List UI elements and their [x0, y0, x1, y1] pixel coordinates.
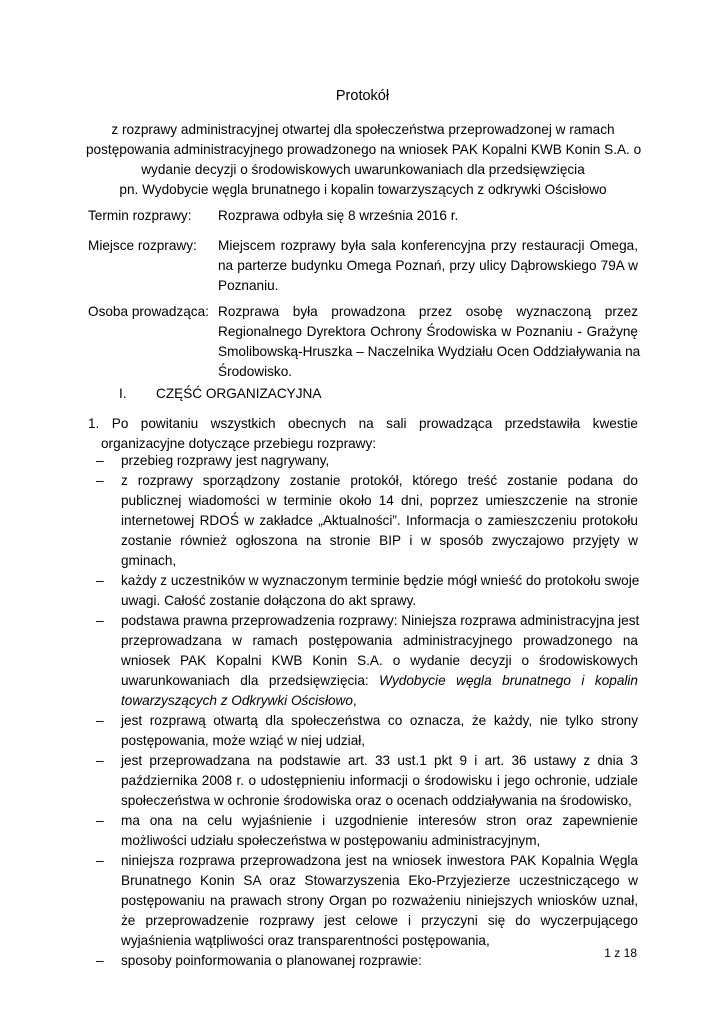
bullet-line: jest rozprawą otwartą dla społeczeństwa co oznacza, że każdy, nie tylko strony [121, 713, 638, 728]
bullet-line: każdy z uczestników w wyznaczonym terminie będzie mógł wnieść do protokołu swoje [121, 573, 640, 588]
miejsce-value [218, 236, 638, 296]
list-item [96, 851, 638, 951]
bullet-dash: – [96, 713, 104, 728]
bullet-line: gminach, [121, 553, 177, 568]
italic-project-name: towarzyszących z Odkrywki Ościsłowo [121, 693, 353, 708]
osoba-line: Regionalnego Dyrektora Ochrony Środowiska w Poznaniu - Grażynę [218, 324, 638, 339]
list-item [96, 811, 638, 851]
page-number: 1 z 18 [604, 946, 637, 960]
bullet-list [96, 451, 638, 971]
bullet-line: października 2008 r. o udostępnieniu informacji o środowisku i jego ochronie, udziale [121, 773, 638, 788]
bullet-line: postępowania, może wziąć w niej udział, [121, 733, 366, 748]
bullet-line: postępowaniu na prawach strony Organ po rozważeniu niniejszych wniosków uznał, [121, 893, 638, 908]
bullet-dash: – [96, 613, 104, 628]
section-title: CZĘŚĆ ORGANIZACYJNA [156, 386, 322, 401]
bullet-dash: – [96, 753, 104, 768]
bullet-dash: – [96, 573, 104, 588]
bullet-line: przeprowadzana w ramach postępowania administracyjnego prowadzonego na [121, 633, 638, 648]
list-item [96, 711, 638, 751]
bullet-line: możliwości udziału społeczeństwa w postępowaniu administracyjnym, [121, 833, 541, 848]
subtitle-line: wydanie decyzji o środowiskowych uwarunkowaniach dla przedsięwzięcia [141, 162, 585, 177]
bullet-line: internetowej RDOŚ w zakładce „Aktualności”. Informacja o zamieszczeniu protokołu [121, 513, 638, 528]
section-number: I. [119, 386, 127, 401]
document-title: Protokół [335, 88, 390, 104]
bullet-line: towarzyszących z Odkrywki Ościsłowo, [121, 693, 357, 708]
miejsce-line: Miejscem rozprawy była sala konferencyjna przy restauracji Omega, [218, 238, 638, 253]
bullet-line: że przeprowadzenie rozprawy jest celowe i przyczyni się do wyczerpującego [121, 913, 638, 928]
bullet-line: wyjaśnienia wątpliwości oraz transparentności postępowania, [121, 933, 490, 948]
bullet-line: uwarunkowaniach dla przedsięwzięcia: Wydobycie węgla brunatnego i kopalin [121, 673, 638, 688]
osoba-line: Rozprawa była prowadzona przez osobę wyznaczoną przez [218, 304, 638, 319]
bullet-line: jest przeprowadzana na podstawie art. 33 ust.1 pkt 9 i art. 36 ustawy z dnia 3 [121, 753, 638, 768]
list-item [96, 571, 638, 611]
bullet-dash: – [96, 953, 104, 968]
bullet-line: Brunatnego Konin SA oraz Stowarzyszenia Eko-Przyjezierze uczestniczącego w [121, 873, 638, 888]
document-subtitle [86, 120, 640, 200]
bullet-line: uwagi. Całość zostanie dołączona do akt sprawy. [121, 593, 417, 608]
list-item [96, 451, 638, 471]
list-item [96, 471, 638, 571]
italic-project-name: Wydobycie węgla brunatnego i kopalin [379, 673, 638, 688]
section-heading [119, 384, 321, 404]
osoba-value [218, 302, 641, 382]
paragraph-line: 1. Po powitaniu wszystkich obecnych na sali prowadząca przedstawiła kwestie [88, 416, 638, 431]
osoba-label: Osoba prowadząca: [88, 304, 209, 319]
bullet-line: niniejsza rozprawa przeprowadzona jest na wniosek inwestora PAK Kopalnia Węgla [121, 853, 638, 868]
miejsce-line: Poznaniu. [218, 278, 279, 293]
osoba-line: Smolibowską-Hruszka – Naczelnika Wydziału Ocen Oddziaływania na [218, 344, 641, 359]
subtitle-line: postępowania administracyjnego prowadzonego na wniosek PAK Kopalni KWB Konin S.A. o [86, 142, 642, 157]
list-item [96, 951, 638, 971]
subtitle-line: z rozprawy administracyjnej otwartej dla społeczeństwa przeprowadzonej w ramach [111, 122, 615, 137]
termin-value: Rozprawa odbyła się 8 września 2016 r. [218, 208, 459, 223]
bullet-dash: – [96, 473, 104, 488]
bullet-line: społeczeństwa w ochronie środowiska oraz o ocenach oddziaływania na środowisko, [121, 793, 632, 808]
bullet-line: z rozprawy sporządzony zostanie protokół, którego treść zostanie podana do [121, 473, 638, 488]
paragraph-line: organizacyjne dotyczące przebiegu rozprawy: [101, 436, 377, 451]
list-item [96, 611, 638, 711]
miejsce-line: na parterze budynku Omega Poznań, przy ulicy Dąbrowskiego 79A w [218, 258, 638, 273]
subtitle-line: pn. Wydobycie węgla brunatnego i kopalin towarzyszących z odkrywki Ościsłowo [119, 182, 607, 197]
bullet-line: zostanie również ogłoszona na stronie BIP i w sposób zwyczajowo przyjęty w [121, 533, 638, 548]
osoba-line: Środowisko. [218, 364, 293, 379]
bullet-line: wniosek PAK Kopalni KWB Konin S.A. o wydanie decyzji o środowiskowych [121, 653, 638, 668]
bullet-dash: – [96, 853, 104, 868]
bullet-line: sposoby poinformowania o planowanej rozprawie: [121, 953, 422, 968]
list-item [96, 751, 638, 811]
bullet-line: przebieg rozprawy jest nagrywany, [121, 453, 330, 468]
bullet-dash: – [96, 813, 104, 828]
bullet-dash: – [96, 453, 104, 468]
bullet-line: podstawa prawna przeprowadzenia rozprawy: Niniejsza rozprawa administracyjna jest [121, 613, 640, 628]
miejsce-label: Miejsce rozprawy: [88, 238, 197, 253]
bullet-line: publicznej wiadomości w terminie około 14 dni, poprzez umieszczenie na stronie [121, 493, 638, 508]
termin-label: Termin rozprawy: [88, 208, 192, 223]
paragraph-1 [88, 414, 638, 454]
bullet-line: ma ona na celu wyjaśnienie i uzgodnienie interesów stron oraz zapewnienie [121, 813, 638, 828]
